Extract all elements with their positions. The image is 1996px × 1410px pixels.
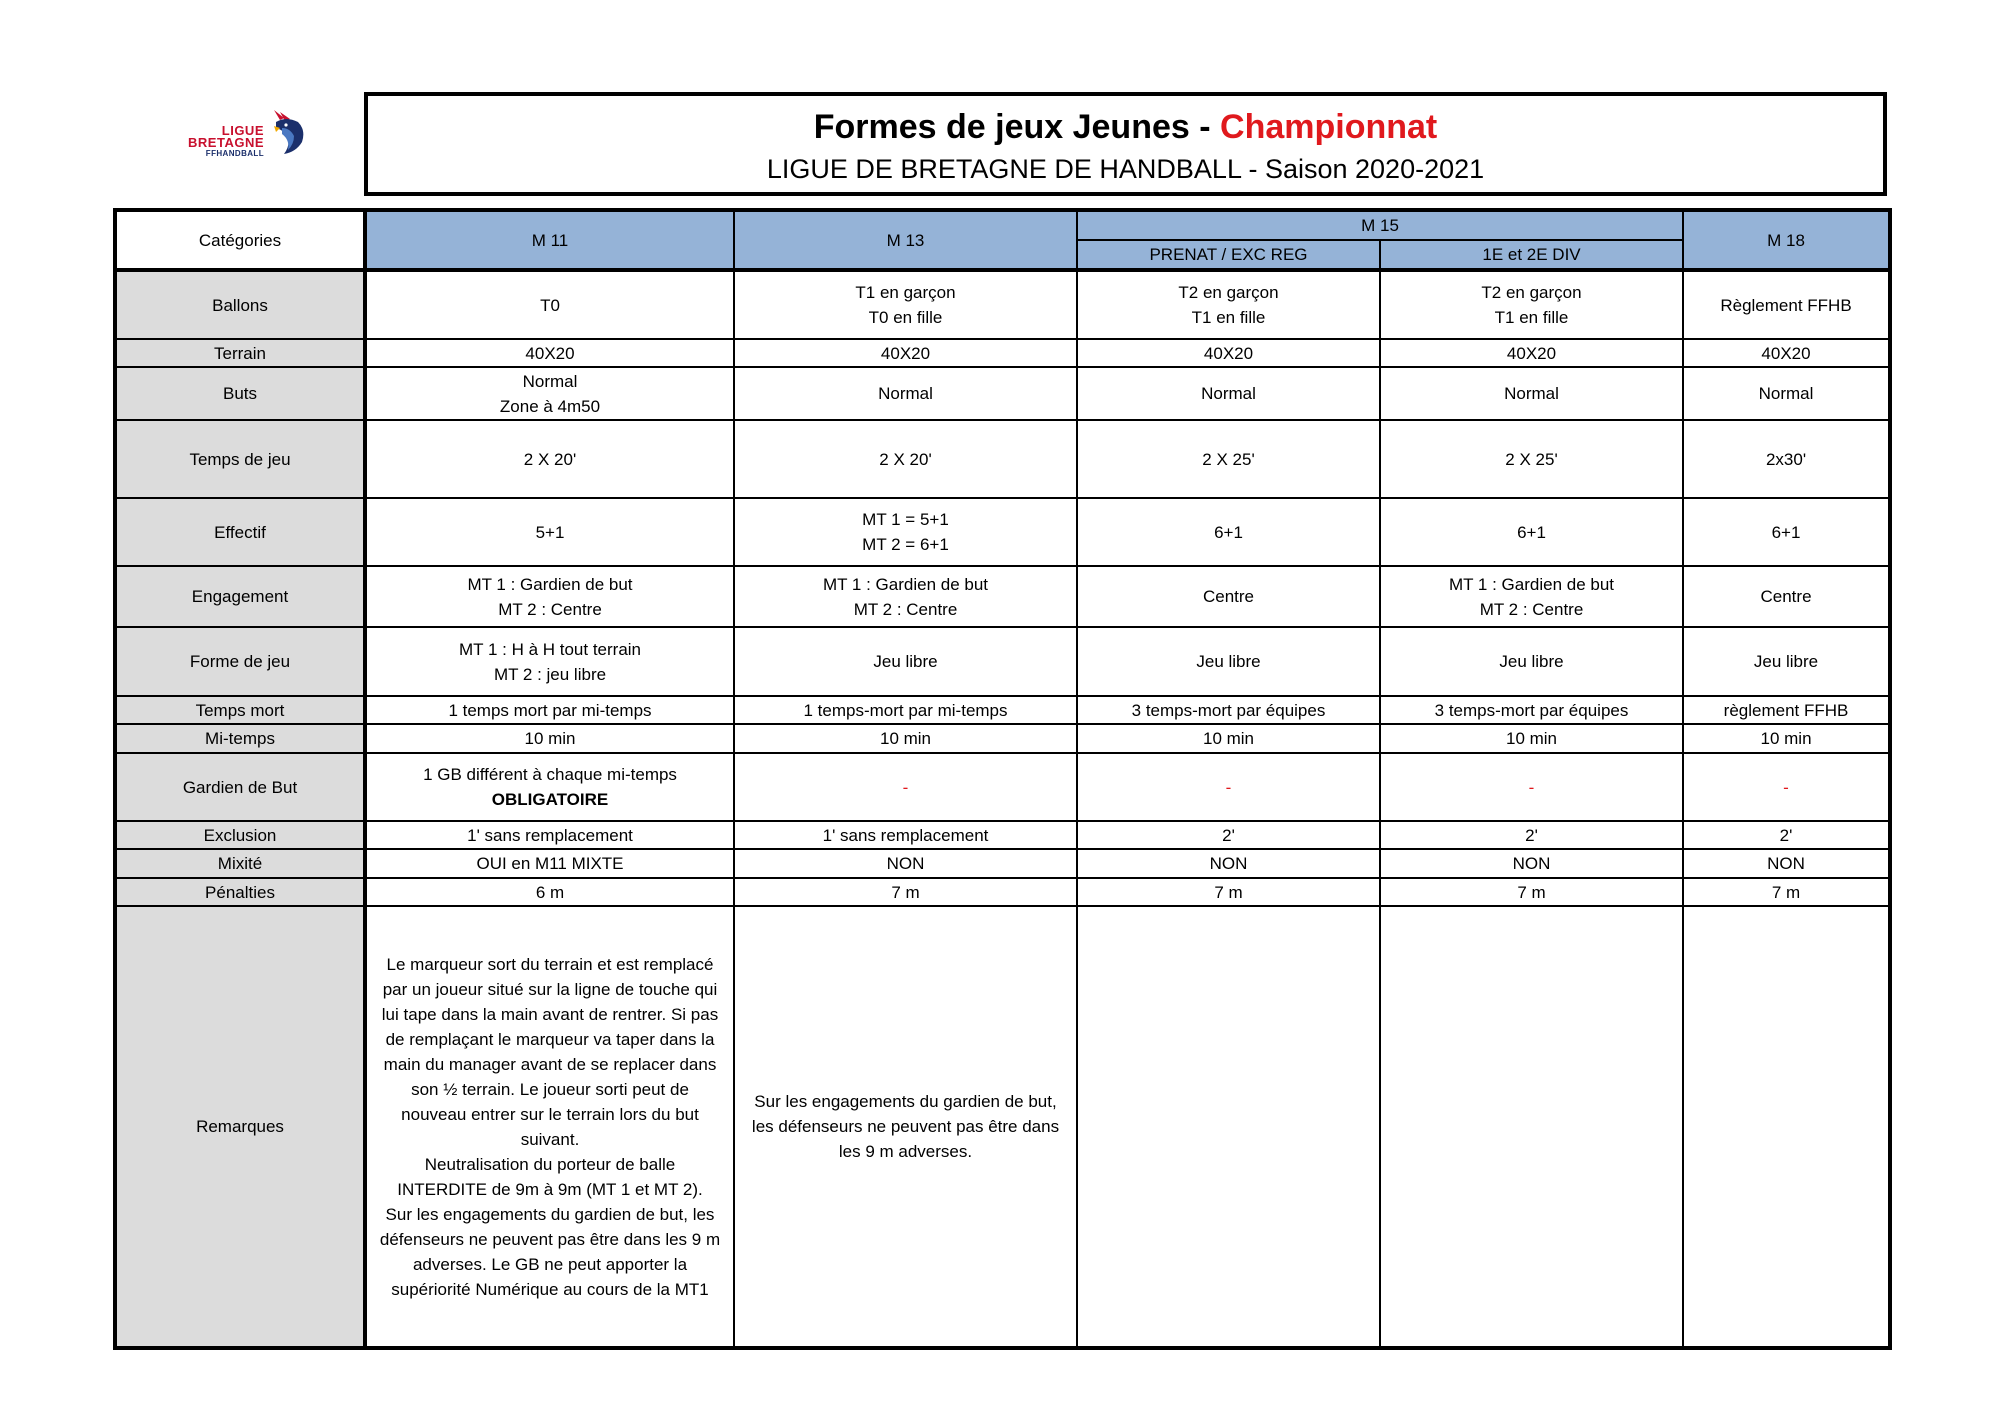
cell-m15-div [1380,270,1683,339]
cell-m11: T0 [365,270,734,339]
page-title-highlight: Championnat [1220,108,1438,146]
cell-m15-div [1380,566,1683,627]
cell-line: T0 en fille [868,308,943,327]
table-row-gardien [115,753,1890,821]
page-title [368,108,1883,147]
cell-m15-prenat: 6+1 [1077,498,1380,566]
remark-line: par un joueur situé sur la ligne de touche qui [382,979,718,999]
header-m15-prenat: PRENAT / EXC REG [1077,240,1380,270]
title-box [364,92,1887,196]
cell-m15-div: Normal [1380,367,1683,420]
cell-m15-prenat: 2' [1077,821,1380,849]
row-label: Forme de jeu [115,627,365,696]
remark-line: défenseurs ne peuvent pas être dans les 9 m [379,1229,721,1249]
cell-m18: 2' [1683,821,1890,849]
table-row-temps-jeu [115,420,1890,498]
remark-line: main du manager avant de se replacer dans [383,1054,717,1074]
remark-line: son ½ terrain. Le joueur sorti peut de [411,1079,689,1099]
cell-m15-div: 7 m [1380,878,1683,906]
cell-m11: 2 X 20' [365,420,734,498]
cell-m15-div: Jeu libre [1380,627,1683,696]
cell-line: T2 en garçon [1178,283,1279,302]
table-row-buts [115,367,1890,420]
remark-line: supériorité Numérique au cours de la MT1 [391,1279,709,1299]
table-row-exclusion [115,821,1890,849]
cell-m18: 6+1 [1683,498,1890,566]
cell-m13: 10 min [734,724,1077,753]
cell-m11: 1' sans remplacement [365,821,734,849]
table-row-ballons [115,270,1890,339]
cell-m11: 6 m [365,878,734,906]
row-label: Engagement [115,566,365,627]
cell-m15-div: 10 min [1380,724,1683,753]
table-row-mixite [115,849,1890,878]
cell-line-emphasis: OBLIGATOIRE [491,790,609,809]
cell-m18: - [1683,753,1890,821]
cell-m15-div: NON [1380,849,1683,878]
row-label: Temps mort [115,696,365,724]
cell-m15-prenat: 2 X 25' [1077,420,1380,498]
row-label: Mixité [115,849,365,878]
cell-line: MT 1 : Gardien de but [822,574,989,594]
cell-m15-div: - [1380,753,1683,821]
cell-line: Normal [522,371,578,391]
cell-m18: Jeu libre [1683,627,1890,696]
header-m15-div: 1E et 2E DIV [1380,240,1683,270]
cell-line: Zone à 4m50 [499,396,601,416]
cell-m11: 10 min [365,724,734,753]
cell-m13: 40X20 [734,339,1077,367]
cell-m18: 40X20 [1683,339,1890,367]
cell-m13 [734,566,1077,627]
remark-line: adverses. Le GB ne peut apporter la [412,1254,688,1274]
cell-m15-div: 2 X 25' [1380,420,1683,498]
cell-line: MT 2 : jeu libre [493,664,607,684]
table-row-penalties [115,878,1890,906]
cell-m11 [365,627,734,696]
cell-m15-prenat: Jeu libre [1077,627,1380,696]
cell-m11 [365,367,734,420]
cell-line: T2 en garçon [1481,283,1582,302]
table-row-engagement [115,566,1890,627]
cell-m18-remarks [1683,906,1890,1348]
cell-m11-remarks [365,906,734,1348]
row-label: Temps de jeu [115,420,365,498]
remark-line: Sur les engagements du gardien de but, les [385,1204,715,1224]
table-row-temps-mort [115,696,1890,724]
cell-m15-prenat: 3 temps-mort par équipes [1077,696,1380,724]
cell-m18: NON [1683,849,1890,878]
cell-m13: 2 X 20' [734,420,1077,498]
cell-line: MT 2 : Centre [1479,599,1584,619]
remark-line: Neutralisation du porteur de balle [424,1154,676,1174]
header-m13: M 13 [734,210,1077,270]
header-m18: M 18 [1683,210,1890,270]
cell-m15-prenat: Centre [1077,566,1380,627]
remark-line: Sur les engagements du gardien de but, [754,1092,1057,1111]
cell-m18: règlement FFHB [1683,696,1890,724]
cell-line: MT 2 : Centre [853,599,958,619]
logo-line-2: BRETAGNE [188,135,264,150]
cell-m13: - [734,753,1077,821]
header-m11: M 11 [365,210,734,270]
cell-m13: 1 temps-mort par mi-temps [734,696,1077,724]
cell-m15-prenat: 10 min [1077,724,1380,753]
row-label: Terrain [115,339,365,367]
page-subtitle: LIGUE DE BRETAGNE DE HANDBALL - Saison 2020-2021 [766,154,1485,184]
row-label: Ballons [115,270,365,339]
rules-table [113,208,1892,1350]
cell-m15-div: 2' [1380,821,1683,849]
cell-line: 1 GB différent à chaque mi-temps [423,765,677,784]
cell-m15-prenat: 7 m [1077,878,1380,906]
table-row-forme-jeu [115,627,1890,696]
cell-m18: Règlement FFHB [1683,270,1890,339]
remark-line: nouveau entrer sur le terrain lors du but [401,1104,699,1124]
cell-m13 [734,498,1077,566]
cell-m15-prenat: NON [1077,849,1380,878]
cell-m18: Normal [1683,367,1890,420]
remark-line: les défenseurs ne peuvent pas être dans [751,1117,1060,1136]
cell-m15-div: 40X20 [1380,339,1683,367]
cell-m11: 5+1 [365,498,734,566]
header-m15: M 15 [1077,210,1683,240]
cell-line: MT 2 : Centre [498,599,602,619]
row-label: Mi-temps [115,724,365,753]
cell-line: T1 en fille [1494,308,1569,327]
cell-m11 [365,566,734,627]
ligue-bretagne-logo [158,106,308,162]
header-categories: Catégories [115,210,365,270]
cell-line: MT 2 = 6+1 [862,535,949,554]
cell-m11 [365,753,734,821]
logo-line-3: FFHANDBALL [205,149,264,158]
logo-line-1: LIGUE [221,123,264,138]
cell-m11: 40X20 [365,339,734,367]
cell-m18: 2x30' [1683,420,1890,498]
rooster-icon [266,106,308,156]
header-row-1 [115,210,1890,240]
remark-line: Le marqueur sort du terrain et est remplacé [386,954,714,974]
page-title-part1: Formes de jeux Jeunes - [813,108,1221,146]
cell-m18: 7 m [1683,878,1890,906]
row-label: Buts [115,367,365,420]
table-row-effectif [115,498,1890,566]
cell-line: T1 en garçon [855,283,956,302]
row-label: Remarques [115,906,365,1348]
table-row-remarques [115,906,1890,1348]
cell-m15-prenat-remarks [1077,906,1380,1348]
table-row-mi-temps [115,724,1890,753]
cell-m18: Centre [1683,566,1890,627]
cell-m18: 10 min [1683,724,1890,753]
row-label: Pénalties [115,878,365,906]
cell-m15-prenat: - [1077,753,1380,821]
row-label: Gardien de But [115,753,365,821]
cell-m15-prenat: Normal [1077,367,1380,420]
cell-m13-remarks [734,906,1077,1348]
remark-line: lui tape dans la main avant de rentrer. Si pas [381,1004,719,1024]
cell-m15-div: 3 temps-mort par équipes [1380,696,1683,724]
row-label: Effectif [115,498,365,566]
cell-m15-div: 6+1 [1380,498,1683,566]
cell-m13: Normal [734,367,1077,420]
cell-line: T1 en fille [1191,308,1266,327]
cell-line: MT 1 : Gardien de but [1448,574,1615,594]
cell-m13 [734,270,1077,339]
row-label: Exclusion [115,821,365,849]
cell-m11: 1 temps mort par mi-temps [365,696,734,724]
cell-m15-prenat [1077,270,1380,339]
cell-m15-prenat: 40X20 [1077,339,1380,367]
cell-m13: NON [734,849,1077,878]
cell-m13: Jeu libre [734,627,1077,696]
cell-m13: 7 m [734,878,1077,906]
cell-m13: 1' sans remplacement [734,821,1077,849]
cell-line: MT 1 = 5+1 [862,510,949,529]
remark-line: INTERDITE de 9m à 9m (MT 1 et MT 2). [397,1179,703,1199]
cell-m11: OUI en M11 MIXTE [365,849,734,878]
cell-line: MT 1 : Gardien de but [467,574,633,594]
remark-line: les 9 m adverses. [838,1142,973,1161]
cell-line: MT 1 : H à H tout terrain [458,639,642,659]
remark-line: de remplaçant le marqueur va taper dans la [385,1029,715,1049]
cell-m15-div-remarks [1380,906,1683,1348]
remark-line: suivant. [520,1129,580,1149]
table-row-terrain [115,339,1890,367]
